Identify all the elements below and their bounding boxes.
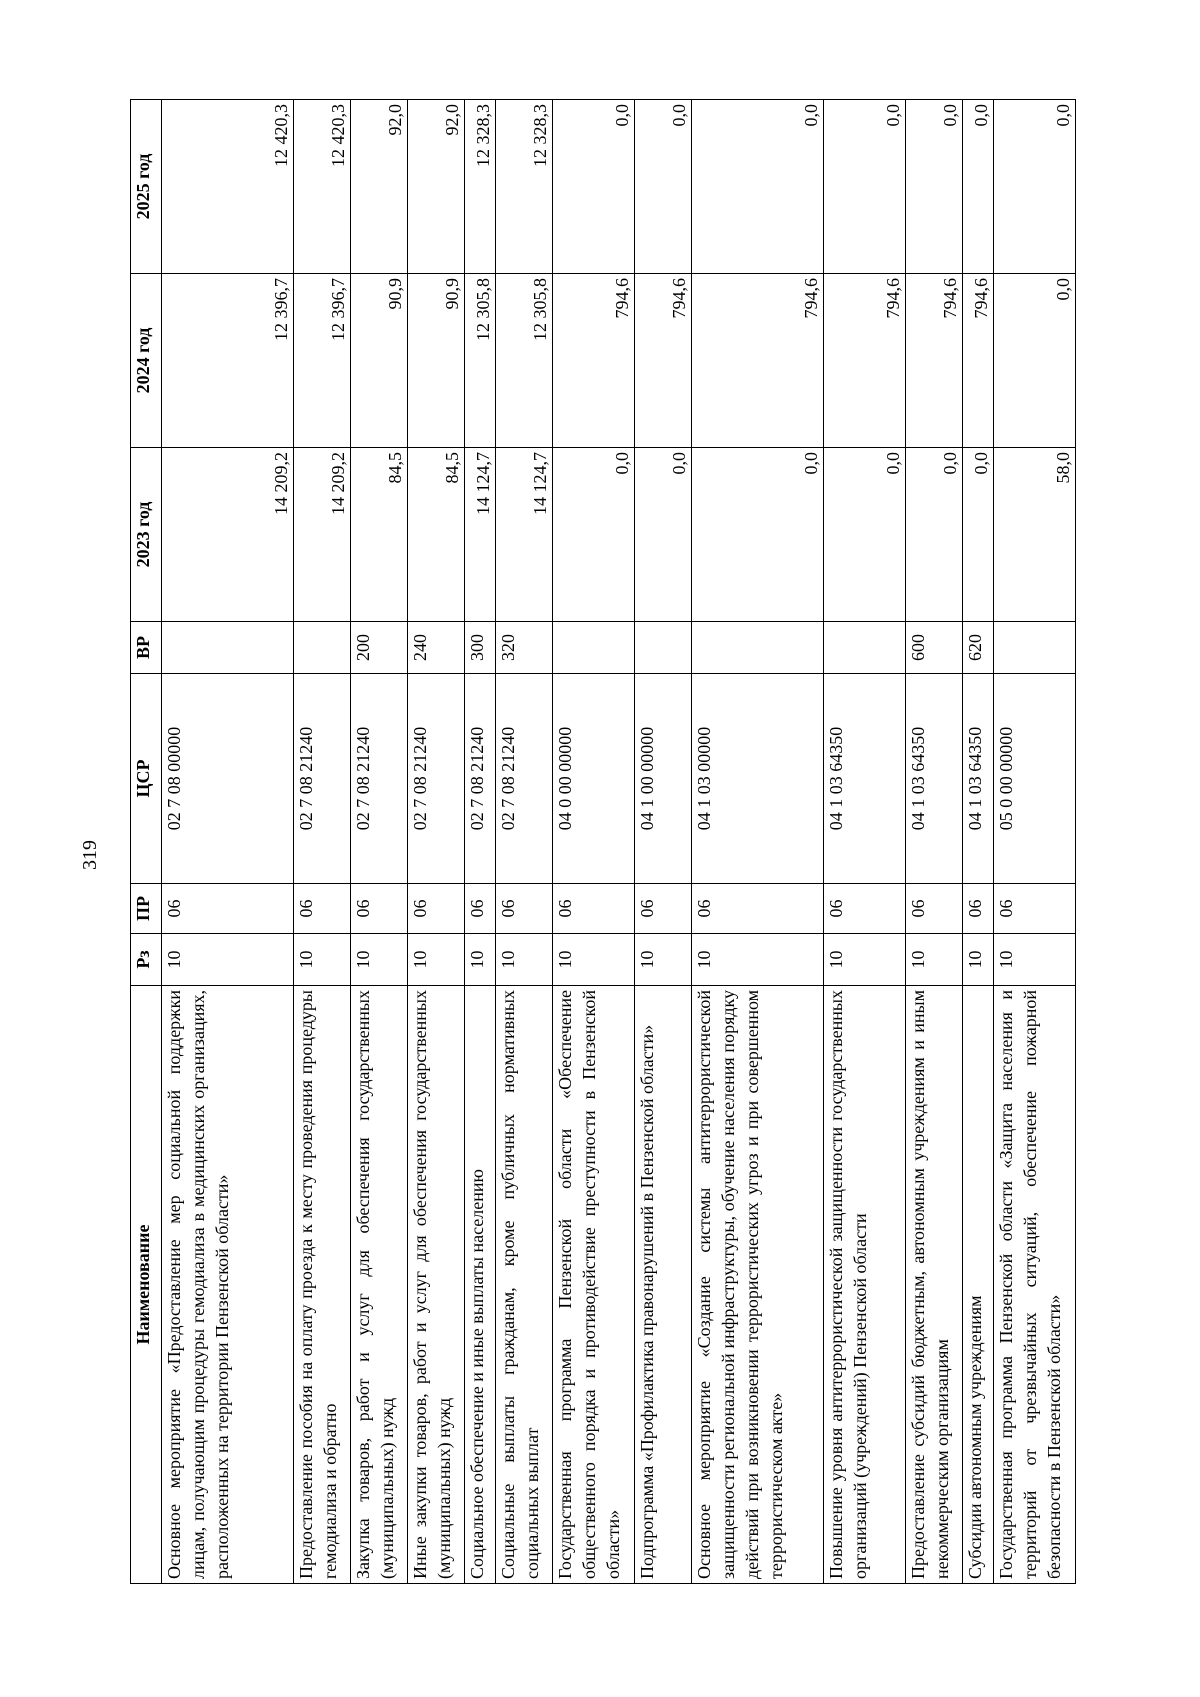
cell-2023: 84,5 — [408, 448, 465, 622]
cell-2025: 0,0 — [553, 100, 635, 274]
cell-vr — [635, 622, 692, 674]
table-row — [906, 100, 963, 1584]
cell-vr — [162, 622, 294, 674]
cell-pr: 06 — [692, 884, 824, 934]
budget-table — [130, 99, 1076, 1584]
cell-pr: 06 — [465, 884, 496, 934]
cell-vr — [553, 622, 635, 674]
cell-rz: 10 — [963, 934, 994, 986]
cell-2025: 0,0 — [635, 100, 692, 274]
cell-rz: 10 — [994, 934, 1076, 986]
cell-csr: 04 1 03 00000 — [692, 674, 824, 884]
cell-2024: 794,6 — [824, 274, 906, 448]
cell-name: Предоставление пособия на оплату проезда к месту проведения процедуры гемодиализа и обратно — [294, 986, 351, 1584]
cell-vr: 320 — [496, 622, 553, 674]
cell-rz: 10 — [635, 934, 692, 986]
cell-csr: 02 7 08 21240 — [294, 674, 351, 884]
cell-2023: 0,0 — [963, 448, 994, 622]
table-row — [496, 100, 553, 1584]
cell-2024: 794,6 — [553, 274, 635, 448]
cell-name: Основное мероприятие «Создание системы антитеррористической защищенности региональной инфраструктуры, обучение населения порядку действий при возникновении террористических угроз и при совершенном террористическом акте» — [692, 986, 824, 1584]
cell-csr: 04 1 03 64350 — [963, 674, 994, 884]
cell-2025: 0,0 — [963, 100, 994, 274]
column-header-2023: 2023 год — [131, 448, 162, 622]
cell-2023: 14 124,7 — [496, 448, 553, 622]
cell-rz: 10 — [351, 934, 408, 986]
table-row — [824, 100, 906, 1584]
cell-rz: 10 — [162, 934, 294, 986]
cell-2024: 90,9 — [408, 274, 465, 448]
cell-csr: 04 1 00 00000 — [635, 674, 692, 884]
column-header-2024: 2024 год — [131, 274, 162, 448]
cell-pr: 06 — [635, 884, 692, 934]
cell-csr: 02 7 08 21240 — [465, 674, 496, 884]
cell-2025: 12 328,3 — [465, 100, 496, 274]
cell-vr — [994, 622, 1076, 674]
column-header-name: Наименование — [131, 986, 162, 1584]
cell-csr: 02 7 08 21240 — [408, 674, 465, 884]
table-row — [162, 100, 294, 1584]
cell-2024: 794,6 — [963, 274, 994, 448]
cell-name: Государственная программа Пензенской области «Обеспечение общественного порядка и противодействие преступности в Пензенской области» — [553, 986, 635, 1584]
cell-vr: 300 — [465, 622, 496, 674]
cell-pr: 06 — [994, 884, 1076, 934]
cell-2025: 0,0 — [824, 100, 906, 274]
cell-vr: 620 — [963, 622, 994, 674]
cell-csr: 02 7 08 21240 — [496, 674, 553, 884]
cell-name: Закупка товаров, работ и услуг для обеспечения государственных (муниципальных) нужд — [351, 986, 408, 1584]
table-row — [351, 100, 408, 1584]
cell-pr: 06 — [351, 884, 408, 934]
cell-csr: 04 1 03 64350 — [906, 674, 963, 884]
cell-vr: 240 — [408, 622, 465, 674]
cell-2024: 794,6 — [906, 274, 963, 448]
table-row — [963, 100, 994, 1584]
cell-pr: 06 — [162, 884, 294, 934]
cell-2025: 92,0 — [408, 100, 465, 274]
cell-rz: 10 — [465, 934, 496, 986]
header-row — [131, 100, 162, 1584]
cell-2023: 84,5 — [351, 448, 408, 622]
cell-pr: 06 — [294, 884, 351, 934]
cell-name: Государственная программа Пензенской области «Защита населения и территорий от чрезвычайных ситуаций, обеспечение пожарной безопасности в Пензенской области» — [994, 986, 1076, 1584]
cell-2023: 14 209,2 — [294, 448, 351, 622]
cell-rz: 10 — [553, 934, 635, 986]
table-row — [465, 100, 496, 1584]
cell-vr — [824, 622, 906, 674]
cell-csr: 04 1 03 64350 — [824, 674, 906, 884]
cell-2024: 794,6 — [692, 274, 824, 448]
cell-pr: 06 — [553, 884, 635, 934]
cell-rz: 10 — [294, 934, 351, 986]
cell-pr: 06 — [408, 884, 465, 934]
cell-csr: 05 0 00 00000 — [994, 674, 1076, 884]
cell-2023: 0,0 — [692, 448, 824, 622]
cell-2025: 0,0 — [906, 100, 963, 274]
column-header-vr: ВР — [131, 622, 162, 674]
cell-2024: 12 305,8 — [465, 274, 496, 448]
cell-pr: 06 — [824, 884, 906, 934]
cell-csr: 02 7 08 21240 — [351, 674, 408, 884]
cell-rz: 10 — [692, 934, 824, 986]
cell-pr: 06 — [963, 884, 994, 934]
cell-2023: 0,0 — [824, 448, 906, 622]
table-row — [692, 100, 824, 1584]
cell-vr — [692, 622, 824, 674]
table-row — [635, 100, 692, 1584]
column-header-pr: ПР — [131, 884, 162, 934]
table-row — [553, 100, 635, 1584]
cell-name: Подпрограмма «Профилактика правонарушений в Пензенской области» — [635, 986, 692, 1584]
cell-2023: 0,0 — [553, 448, 635, 622]
cell-2023: 0,0 — [635, 448, 692, 622]
cell-2023: 58,0 — [994, 448, 1076, 622]
cell-csr: 02 7 08 00000 — [162, 674, 294, 884]
table-row — [994, 100, 1076, 1584]
cell-vr — [294, 622, 351, 674]
cell-vr: 200 — [351, 622, 408, 674]
table-row — [408, 100, 465, 1584]
cell-pr: 06 — [496, 884, 553, 934]
cell-vr: 600 — [906, 622, 963, 674]
cell-2024: 12 396,7 — [162, 274, 294, 448]
cell-2023: 0,0 — [906, 448, 963, 622]
cell-name: Повышение уровня антитеррористической защищенности государственных организаций (учреждений) Пензенской области — [824, 986, 906, 1584]
cell-name: Субсидии автономным учреждениям — [963, 986, 994, 1584]
cell-2024: 12 396,7 — [294, 274, 351, 448]
page-number: 319 — [79, 840, 101, 870]
cell-2024: 12 305,8 — [496, 274, 553, 448]
cell-2025: 0,0 — [994, 100, 1076, 274]
column-header-csr: ЦСР — [131, 674, 162, 884]
cell-2025: 0,0 — [692, 100, 824, 274]
cell-2024: 794,6 — [635, 274, 692, 448]
table-row — [294, 100, 351, 1584]
cell-pr: 06 — [906, 884, 963, 934]
cell-name: Социальное обеспечение и иные выплаты населению — [465, 986, 496, 1584]
cell-rz: 10 — [496, 934, 553, 986]
cell-2023: 14 124,7 — [465, 448, 496, 622]
cell-2024: 90,9 — [351, 274, 408, 448]
cell-2025: 12 328,3 — [496, 100, 553, 274]
cell-2025: 12 420,3 — [162, 100, 294, 274]
cell-2024: 0,0 — [994, 274, 1076, 448]
cell-csr: 04 0 00 00000 — [553, 674, 635, 884]
cell-name: Предоставление субсидий бюджетным, автономным учреждениям и иным некоммерческим организациям — [906, 986, 963, 1584]
cell-rz: 10 — [408, 934, 465, 986]
column-header-rz: Рз — [131, 934, 162, 986]
cell-2025: 92,0 — [351, 100, 408, 274]
cell-2023: 14 209,2 — [162, 448, 294, 622]
cell-rz: 10 — [824, 934, 906, 986]
cell-name: Основное мероприятие «Предоставление мер социальной поддержки лицам, получающим процедуры гемодиализа в медицинских организациях, расположенных на территории Пензенской области» — [162, 986, 294, 1584]
cell-name: Социальные выплаты гражданам, кроме публичных нормативных социальных выплат — [496, 986, 553, 1584]
rotated-table-container — [130, 100, 1073, 1584]
cell-name: Иные закупки товаров, работ и услуг для обеспечения государственных (муниципальных) нужд — [408, 986, 465, 1584]
cell-2025: 12 420,3 — [294, 100, 351, 274]
cell-rz: 10 — [906, 934, 963, 986]
column-header-2025: 2025 год — [131, 100, 162, 274]
